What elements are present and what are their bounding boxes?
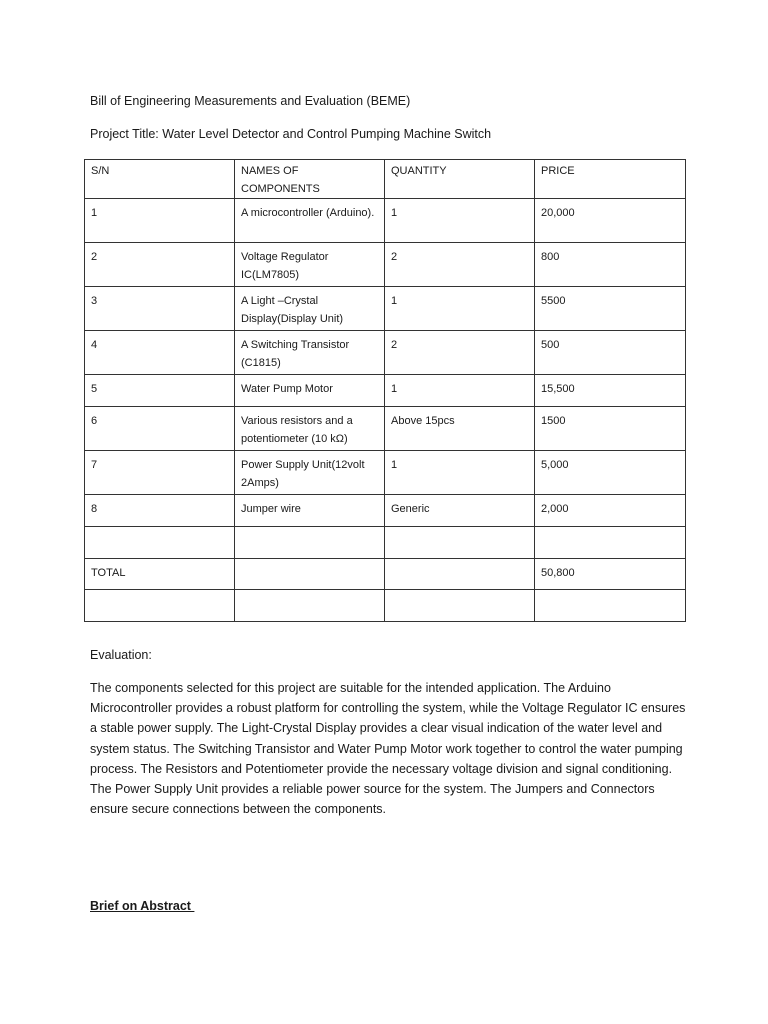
empty-cell (385, 559, 535, 590)
cell-sn: 2 (85, 243, 235, 287)
cell-component: A microcontroller (Arduino). (235, 199, 385, 243)
cell-sn: 3 (85, 287, 235, 331)
empty-cell (85, 590, 235, 622)
table-empty-row (85, 590, 686, 622)
cell-component: A Light –Crystal Display(Display Unit) (235, 287, 385, 331)
cell-quantity: Generic (385, 495, 535, 527)
evaluation-heading: Evaluation: (90, 648, 152, 662)
table-row (85, 331, 686, 375)
cell-sn: 5 (85, 375, 235, 407)
cell-price: 5,000 (535, 451, 686, 495)
evaluation-paragraph: The components selected for this project are suitable for the intended application. The Arduino Microcontroller provides a robust platform for controlling the system, while the Voltage Regulator IC ensures a stable power supply. The Light-Crystal Display provides a clear visual indication of the water level and system status. The Switching Transistor and Water Pump Motor work together to control the water pumping process. The Resistors and Potentiometer provide the necessary voltage division and signal conditioning. The Power Supply Unit provides a reliable power source for the system. The Jumpers and Connectors ensure secure connections between the components. (90, 681, 686, 817)
cell-price: 2,000 (535, 495, 686, 527)
cell-quantity: 1 (385, 451, 535, 495)
table-header-row (85, 160, 686, 199)
cell-sn: 1 (85, 199, 235, 243)
table-empty-row (85, 527, 686, 559)
header-quantity: QUANTITY (385, 160, 535, 199)
cell-price: 800 (535, 243, 686, 287)
cell-component: Voltage Regulator IC(LM7805) (235, 243, 385, 287)
cell-quantity: 1 (385, 287, 535, 331)
cell-sn: 8 (85, 495, 235, 527)
table-row (85, 243, 686, 287)
abstract-heading: Brief on Abstract (90, 899, 195, 913)
cell-price: 1500 (535, 407, 686, 451)
empty-cell (385, 527, 535, 559)
empty-cell (235, 559, 385, 590)
empty-cell (85, 527, 235, 559)
cell-quantity: 2 (385, 243, 535, 287)
beme-table (84, 159, 686, 622)
cell-price: 5500 (535, 287, 686, 331)
table-total-row (85, 559, 686, 590)
cell-quantity: 1 (385, 199, 535, 243)
cell-sn: 4 (85, 331, 235, 375)
cell-component: Power Supply Unit(12volt 2Amps) (235, 451, 385, 495)
table-row (85, 375, 686, 407)
empty-cell (235, 590, 385, 622)
cell-component: Various resistors and a potentiometer (10 kΩ) (235, 407, 385, 451)
cell-sn: 6 (85, 407, 235, 451)
cell-price: 15,500 (535, 375, 686, 407)
header-sn: S/N (85, 160, 235, 199)
header-price: PRICE (535, 160, 686, 199)
table-row (85, 407, 686, 451)
total-value: 50,800 (535, 559, 686, 590)
table-row (85, 199, 686, 243)
cell-component: A Switching Transistor (C1815) (235, 331, 385, 375)
empty-cell (535, 527, 686, 559)
project-title: Project Title: Water Level Detector and Control Pumping Machine Switch (90, 127, 492, 141)
empty-cell (235, 527, 385, 559)
document-title: Bill of Engineering Measurements and Evaluation (BEME) (90, 94, 411, 108)
cell-component: Water Pump Motor (235, 375, 385, 407)
cell-price: 500 (535, 331, 686, 375)
table-row (85, 287, 686, 331)
cell-sn: 7 (85, 451, 235, 495)
cell-quantity: 2 (385, 331, 535, 375)
total-label: TOTAL (85, 559, 235, 590)
cell-price: 20,000 (535, 199, 686, 243)
table-row (85, 451, 686, 495)
cell-quantity: Above 15pcs (385, 407, 535, 451)
cell-quantity: 1 (385, 375, 535, 407)
empty-cell (535, 590, 686, 622)
cell-component: Jumper wire (235, 495, 385, 527)
table-row (85, 495, 686, 527)
header-components: NAMES OF COMPONENTS (235, 160, 385, 199)
empty-cell (385, 590, 535, 622)
